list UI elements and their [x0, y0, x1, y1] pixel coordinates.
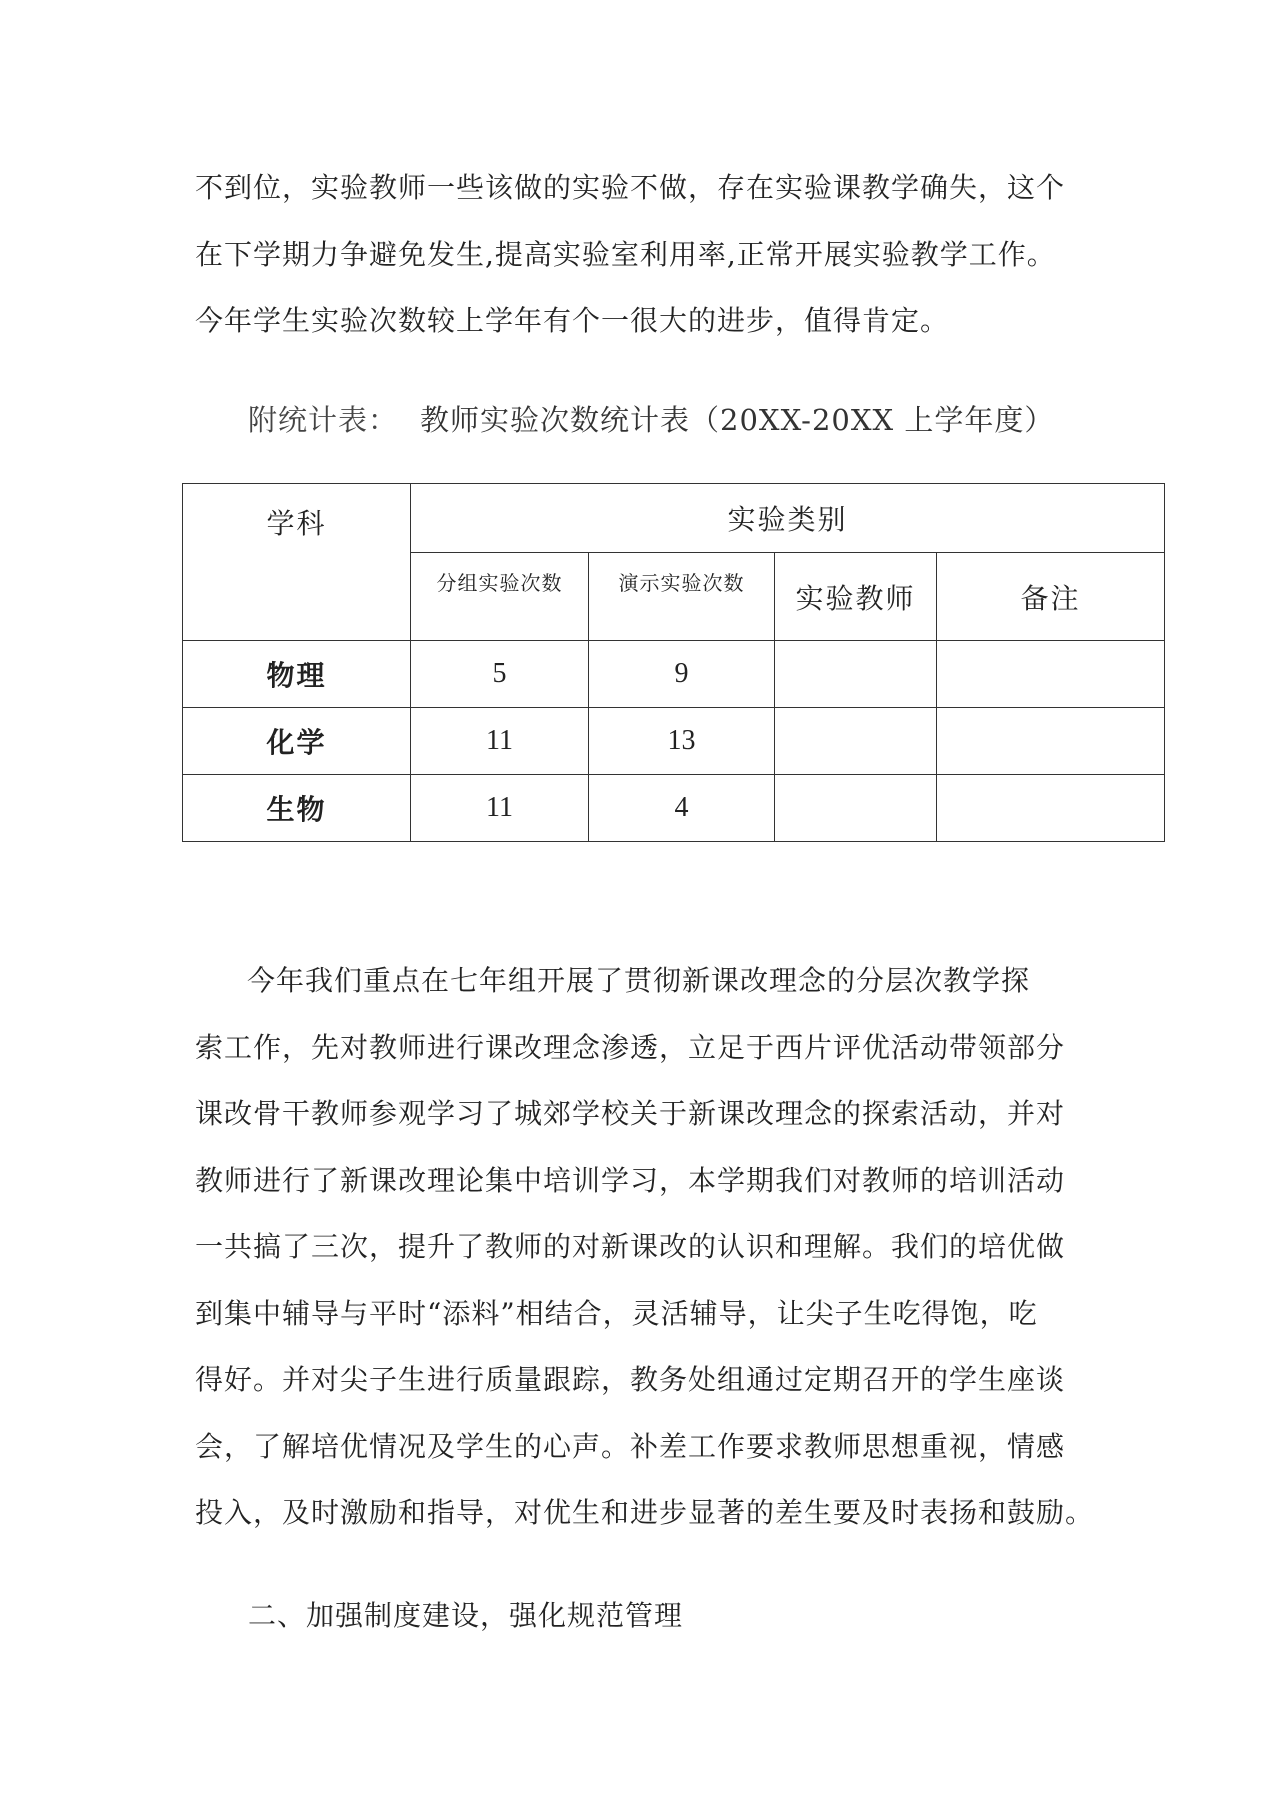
- paragraph-top: [195, 155, 1085, 355]
- table-caption: [248, 398, 1054, 439]
- cell-teacher: [775, 708, 937, 775]
- header-note: 备注: [937, 553, 1165, 641]
- paragraph-line: 课改骨干教师参观学习了城郊学校关于新课改理念的探索活动，并对: [195, 1097, 1066, 1130]
- paragraph-line: 得好。并对尖子生进行质量跟踪，教务处组通过定期召开的学生座谈: [195, 1363, 1066, 1396]
- paragraph-line: 教师进行了新课改理论集中培训学习，本学期我们对教师的培训活动: [195, 1163, 1066, 1197]
- paragraph-line: 在下学期力争避免发生,提高实验室利用率,正常开展实验教学工作。: [195, 237, 1056, 271]
- header-teacher: 实验教师: [775, 553, 937, 641]
- cell-demo-count: 9: [589, 641, 775, 708]
- paragraph-line: 今年学生实验次数较上学年有个一很大的进步，值得肯定。: [195, 304, 950, 337]
- table-row: [183, 775, 1165, 842]
- cell-note: [937, 708, 1165, 775]
- table-caption-title: 教师实验次数统计表（20XX-20XX 上学年度）: [420, 403, 1055, 437]
- table-caption-prefix: 附统计表：: [248, 403, 399, 437]
- cell-subject: 物理: [183, 641, 411, 708]
- table-row: [183, 641, 1165, 708]
- section-heading: 二、加强制度建设，强化规范管理: [248, 1599, 684, 1632]
- paragraph-main: [195, 948, 1095, 1547]
- paragraph-line: 一共搞了三次，提升了教师的对新课改的认识和理解。我们的培优做: [195, 1230, 1066, 1263]
- cell-note: [937, 641, 1165, 708]
- paragraph-line: 不到位，实验教师一些该做的实验不做，存在实验课教学确失，这个: [195, 171, 1066, 204]
- table-header-row: [183, 484, 1165, 553]
- paragraph-line: 投入，及时激励和指导，对优生和进步显著的差生要及时表扬和鼓励。: [195, 1496, 1095, 1529]
- header-group-count: 分组实验次数: [411, 553, 589, 641]
- cell-group-count: 11: [411, 775, 589, 842]
- experiment-stats-table: [182, 483, 1165, 842]
- table-row: [183, 708, 1165, 775]
- cell-group-count: 11: [411, 708, 589, 775]
- header-experiment-category: 实验类别: [411, 484, 1165, 553]
- cell-subject: 化学: [183, 708, 411, 775]
- paragraph-line: 会，了解培优情况及学生的心声。补差工作要求教师思想重视，情感: [195, 1429, 1066, 1463]
- cell-teacher: [775, 775, 937, 842]
- cell-note: [937, 775, 1165, 842]
- header-demo-count: 演示实验次数: [589, 553, 775, 641]
- cell-subject: 生物: [183, 775, 411, 842]
- cell-demo-count: 4: [589, 775, 775, 842]
- paragraph-line: 到集中辅导与平时“添料”相结合，灵活辅导，让尖子生吃得饱，吃: [195, 1296, 1038, 1330]
- cell-teacher: [775, 641, 937, 708]
- paragraph-line: 今年我们重点在七年组开展了贯彻新课改理念的分层次教学探: [247, 964, 1031, 997]
- cell-group-count: 5: [411, 641, 589, 708]
- cell-demo-count: 13: [589, 708, 775, 775]
- header-subject: 学科: [183, 484, 411, 641]
- paragraph-line: 索工作，先对教师进行课改理念渗透，立足于西片评优活动带领部分: [195, 1030, 1066, 1064]
